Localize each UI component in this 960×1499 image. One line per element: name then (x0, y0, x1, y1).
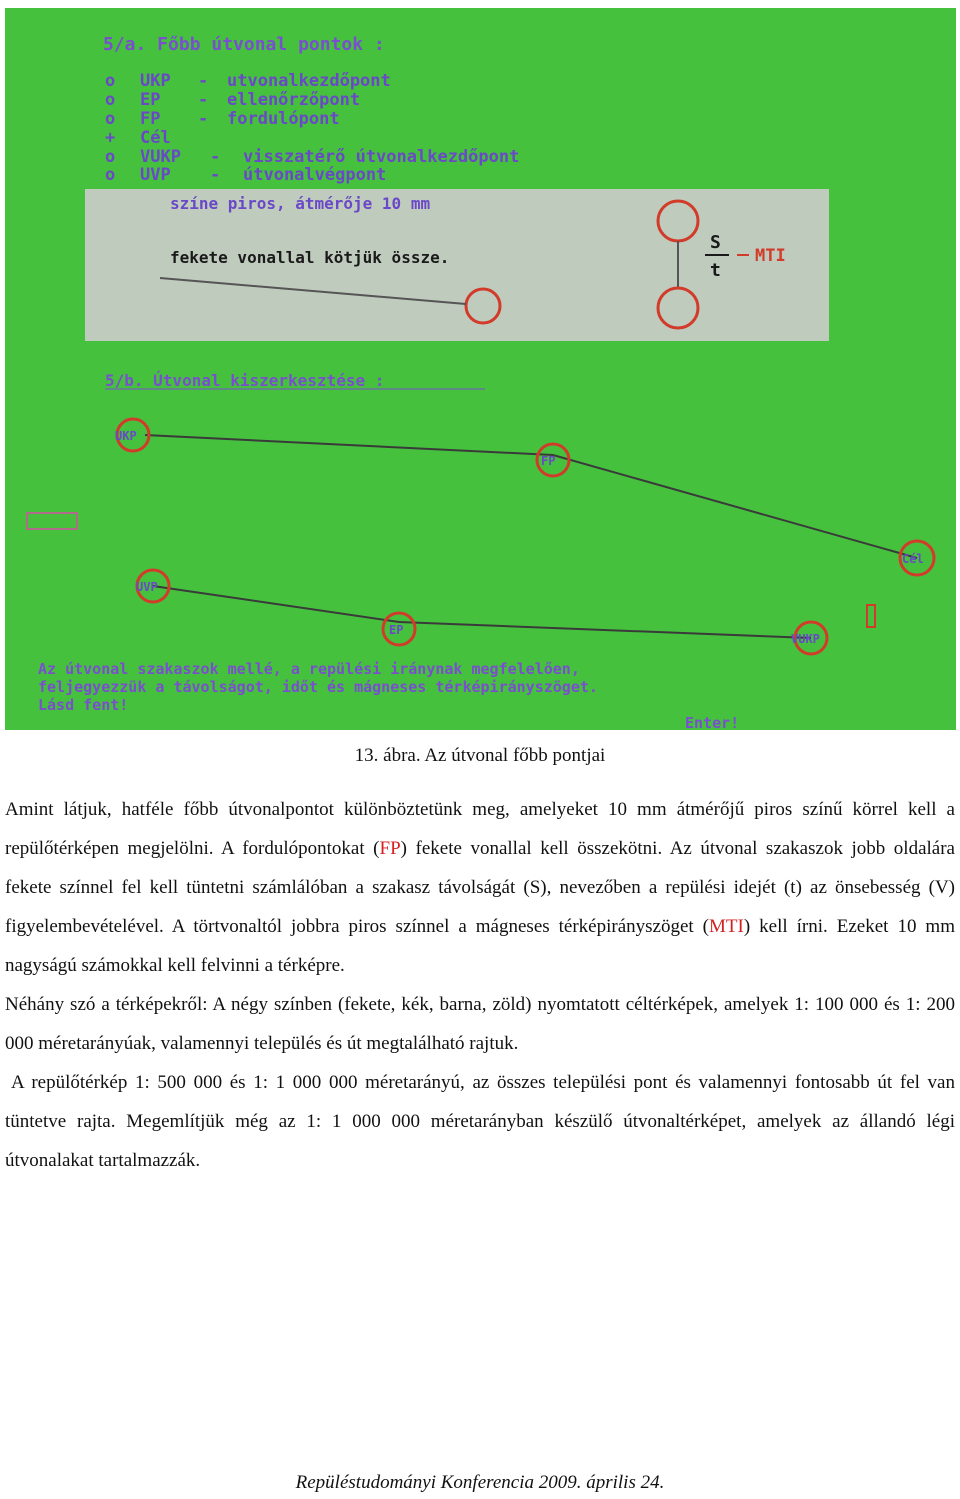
cel-label: Cél (902, 552, 924, 566)
section-a-title: 5/a. Főbb útvonal pontok : (103, 34, 385, 55)
mti-abbreviation: MTI (709, 916, 744, 937)
legend-code: UVP (140, 165, 171, 185)
legend-code: FP (140, 109, 161, 129)
fraction-denominator: t (710, 260, 721, 281)
legend-dash: - (210, 165, 221, 185)
legend-code: Cél (140, 128, 171, 148)
note-line-1: Az útvonal szakaszok mellé, a repülési iránynak megfelelően, (38, 660, 580, 678)
legend-marker: o (105, 147, 116, 167)
enter-prompt: Enter! (685, 714, 740, 730)
legend-dash: - (198, 71, 209, 91)
uvp-label: UVP (136, 580, 158, 594)
box-line-1: színe piros, átmérője 10 mm (170, 194, 431, 213)
fraction-numerator: S (710, 232, 721, 253)
small-symbol (867, 605, 875, 627)
legend-dash: - (210, 147, 221, 167)
figure-canvas (5, 8, 956, 730)
legend-dash: - (198, 109, 209, 129)
route-segment (399, 622, 811, 638)
paragraph-3: A repülőtérkép 1: 500 000 és 1: 1 000 000 méretarányú, az összes települési pont és valamennyi fontosabb út fel van tüntetve rajta. Megemlítjük még az 1: 1 000 000 méretarányban készülő útvonaltérképet, amelyek az állandó légi útvonalakat tartalmazzák. (5, 1072, 955, 1171)
paragraph-1-part-1: Amint látjuk, hatféle főbb útvonalpontot különböztetünk meg, amelyeket 10 mm átmérőjű piros színű körrel kell a repülőtérképen megjelölni. A fordulópontokat ( (5, 799, 955, 859)
rectangle-icon (27, 513, 77, 529)
route-segment (145, 435, 553, 455)
paragraph-1-part-2: ) fekete vonallal kell összekötni. Az útvonal szakaszok jobb oldalára fekete színnel fel kell tüntetni számlálóban a szakasz távolságát (S), nevezőben a repülési idejét (t) az önsebesség (V) figyelembevételével. A törtvonaltól jobbra piros színnel a mágneses térképirányszöget ( (5, 838, 955, 937)
legend-desc: ellenőrzőpont (227, 90, 361, 110)
ep-label: EP (389, 623, 404, 637)
box-line-2: fekete vonallal kötjük össze. (170, 248, 450, 267)
section-b-title: 5/b. Útvonal kiszerkesztése : (105, 371, 385, 390)
note-line-3: Lásd fent! (38, 696, 129, 714)
legend-marker: + (105, 128, 116, 148)
figure-caption: 13. ábra. Az útvonal főbb pontjai (354, 745, 606, 766)
note-line-2: feljegyezzük a távolságot, időt és mágneses térképirányszöget. (38, 678, 598, 696)
legend-code: VUKP (140, 147, 181, 167)
legend-marker: o (105, 109, 116, 129)
fp-label: FP (541, 454, 556, 468)
legend-code: UKP (140, 71, 171, 91)
mti-label: MTI (755, 246, 786, 266)
route-segment (153, 586, 399, 622)
footer: Repüléstudományi Konferencia 2009. április 24. (295, 1472, 665, 1493)
legend-marker: o (105, 90, 116, 110)
legend (105, 71, 519, 185)
legend-marker: o (105, 71, 116, 91)
vukp-label: VUKP (791, 632, 820, 646)
paragraph-2: Néhány szó a térképekről: A négy színben (fekete, kék, barna, zöld) nyomtatott céltérképek, amelyek 1: 100 000 és 1: 200 000 méretarányúak, valamennyi település és út megtalálható rajtuk. (5, 994, 955, 1054)
paragraph-1 (5, 790, 955, 985)
route-points-figure (5, 8, 956, 730)
legend-code: EP (140, 90, 161, 110)
fp-abbreviation: FP (379, 838, 401, 859)
legend-desc: útvonalvégpont (243, 165, 387, 185)
route-segment (553, 455, 917, 558)
ukp-label: UKP (115, 429, 137, 443)
legend-desc: utvonalkezdőpont (227, 71, 391, 91)
legend-desc: fordulópont (227, 109, 340, 129)
legend-marker: o (105, 165, 116, 185)
body-text (5, 790, 955, 1180)
paragraph-1-part-3: ) kell írni. Ezeket 10 mm nagyságú számokkal kell felvinni a térképre. (5, 916, 955, 976)
legend-desc: visszatérő útvonalkezdőpont (243, 147, 520, 167)
legend-dash: - (198, 90, 209, 110)
